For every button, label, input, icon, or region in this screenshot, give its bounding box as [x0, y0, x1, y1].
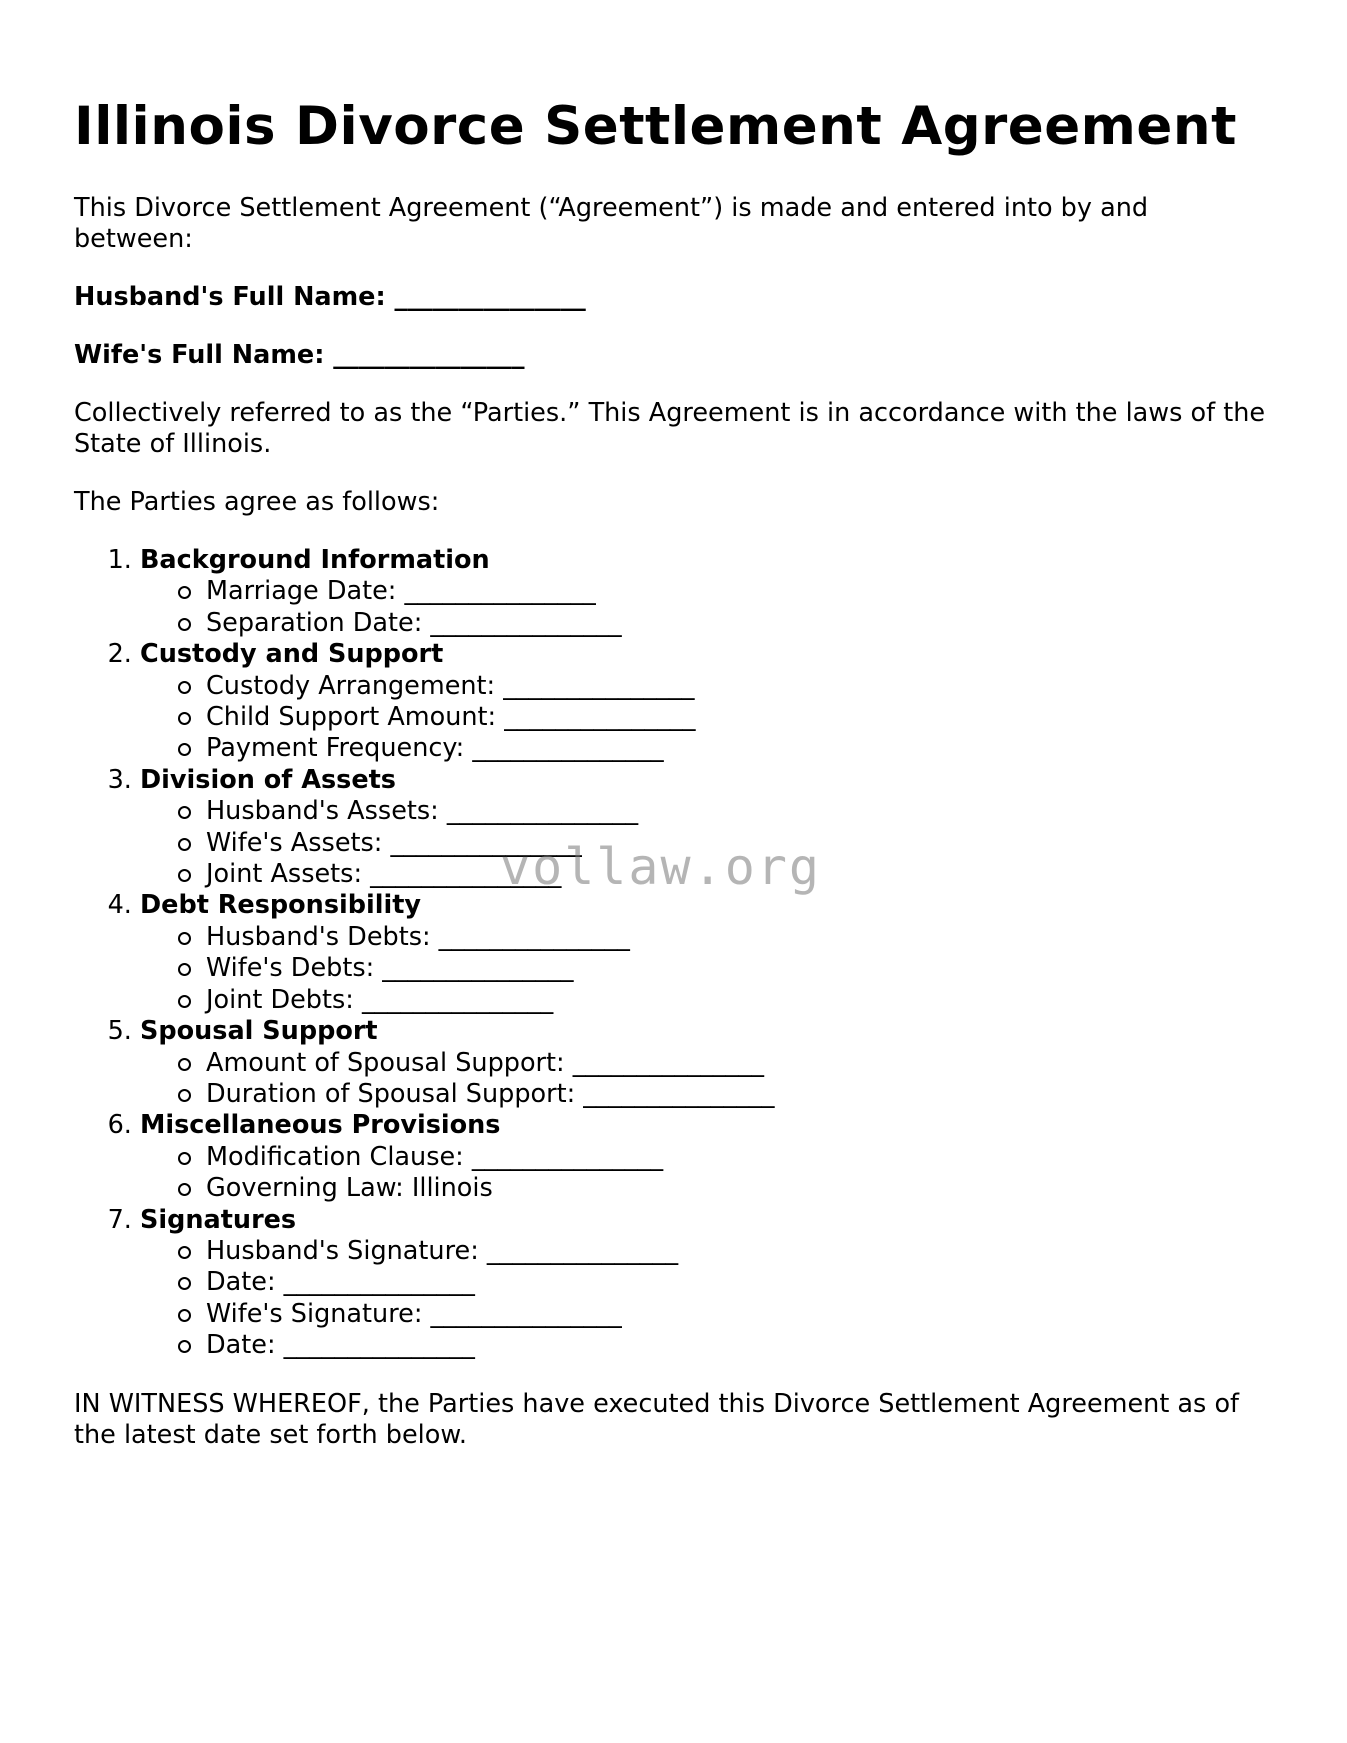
husband-name-field: Husband's Full Name: _______________: [74, 282, 586, 312]
list-item: Amount of Spousal Support: _______________: [206, 1048, 1274, 1079]
section-title: Custody and Support: [140, 639, 444, 670]
list-item: Date: _______________: [206, 1330, 1274, 1361]
list-item: Duration of Spousal Support: _______________: [206, 1079, 1274, 1110]
sections-list: [74, 545, 1274, 1362]
agree-paragraph: The Parties agree as follows:: [74, 487, 440, 517]
list-item: Governing Law: Illinois: [206, 1173, 1274, 1204]
section-items: [140, 922, 1274, 1016]
list-item: Child Support Amount: _______________: [206, 702, 1274, 733]
section-debt: [140, 890, 1274, 1016]
section-items: [140, 1048, 1274, 1111]
document-title: Illinois Divorce Settlement Agreement: [74, 96, 1237, 157]
section-items: [140, 1142, 1274, 1205]
document-page: [74, 0, 1274, 1451]
section-items: [140, 1236, 1274, 1362]
wife-name-field: Wife's Full Name: _______________: [74, 340, 525, 370]
section-title: Spousal Support: [140, 1016, 378, 1047]
list-item: Separation Date: _______________: [206, 608, 1274, 639]
section-signatures: [140, 1205, 1274, 1362]
list-item: Joint Debts: _______________: [206, 985, 1274, 1016]
section-title: Background Information: [140, 545, 490, 575]
section-spousal-support: [140, 1016, 1274, 1110]
list-item: Wife's Signature: _______________: [206, 1299, 1274, 1330]
section-title: Debt Responsibility: [140, 890, 422, 921]
list-item: Date: _______________: [206, 1267, 1274, 1298]
list-item: Husband's Debts: _______________: [206, 922, 1274, 953]
section-miscellaneous: [140, 1110, 1274, 1204]
list-item: Payment Frequency: _______________: [206, 733, 1274, 764]
section-items: [140, 576, 1274, 639]
list-item: Wife's Assets: _______________: [206, 828, 1274, 859]
watermark: vollaw.org: [500, 838, 822, 896]
section-items: [140, 671, 1274, 765]
section-items: [140, 796, 1274, 890]
list-item: Husband's Assets: _______________: [206, 796, 1274, 827]
section-title: Miscellaneous Provisions: [140, 1110, 501, 1141]
list-item: Husband's Signature: _______________: [206, 1236, 1274, 1267]
list-item: Joint Assets: _______________: [206, 859, 1274, 890]
collective-paragraph: Collectively referred to as the “Parties.” This Agreement is in accordance with the laws of the State of Illinois.: [74, 398, 1266, 459]
witness-paragraph: IN WITNESS WHEREOF, the Parties have executed this Divorce Settlement Agreement as of the latest date set forth below.: [74, 1388, 1240, 1450]
section-assets: [140, 765, 1274, 891]
list-item: Modification Clause: _______________: [206, 1142, 1274, 1173]
section-background: [140, 545, 1274, 639]
list-item: Marriage Date: _______________: [206, 576, 1274, 607]
section-title: Division of Assets: [140, 764, 396, 795]
list-item: Wife's Debts: _______________: [206, 953, 1274, 984]
section-title: Signatures: [140, 1204, 297, 1235]
list-item: Custody Arrangement: _______________: [206, 671, 1274, 702]
intro-paragraph: This Divorce Settlement Agreement (“Agreement”) is made and entered into by and between:: [74, 193, 1149, 254]
section-custody: [140, 639, 1274, 765]
